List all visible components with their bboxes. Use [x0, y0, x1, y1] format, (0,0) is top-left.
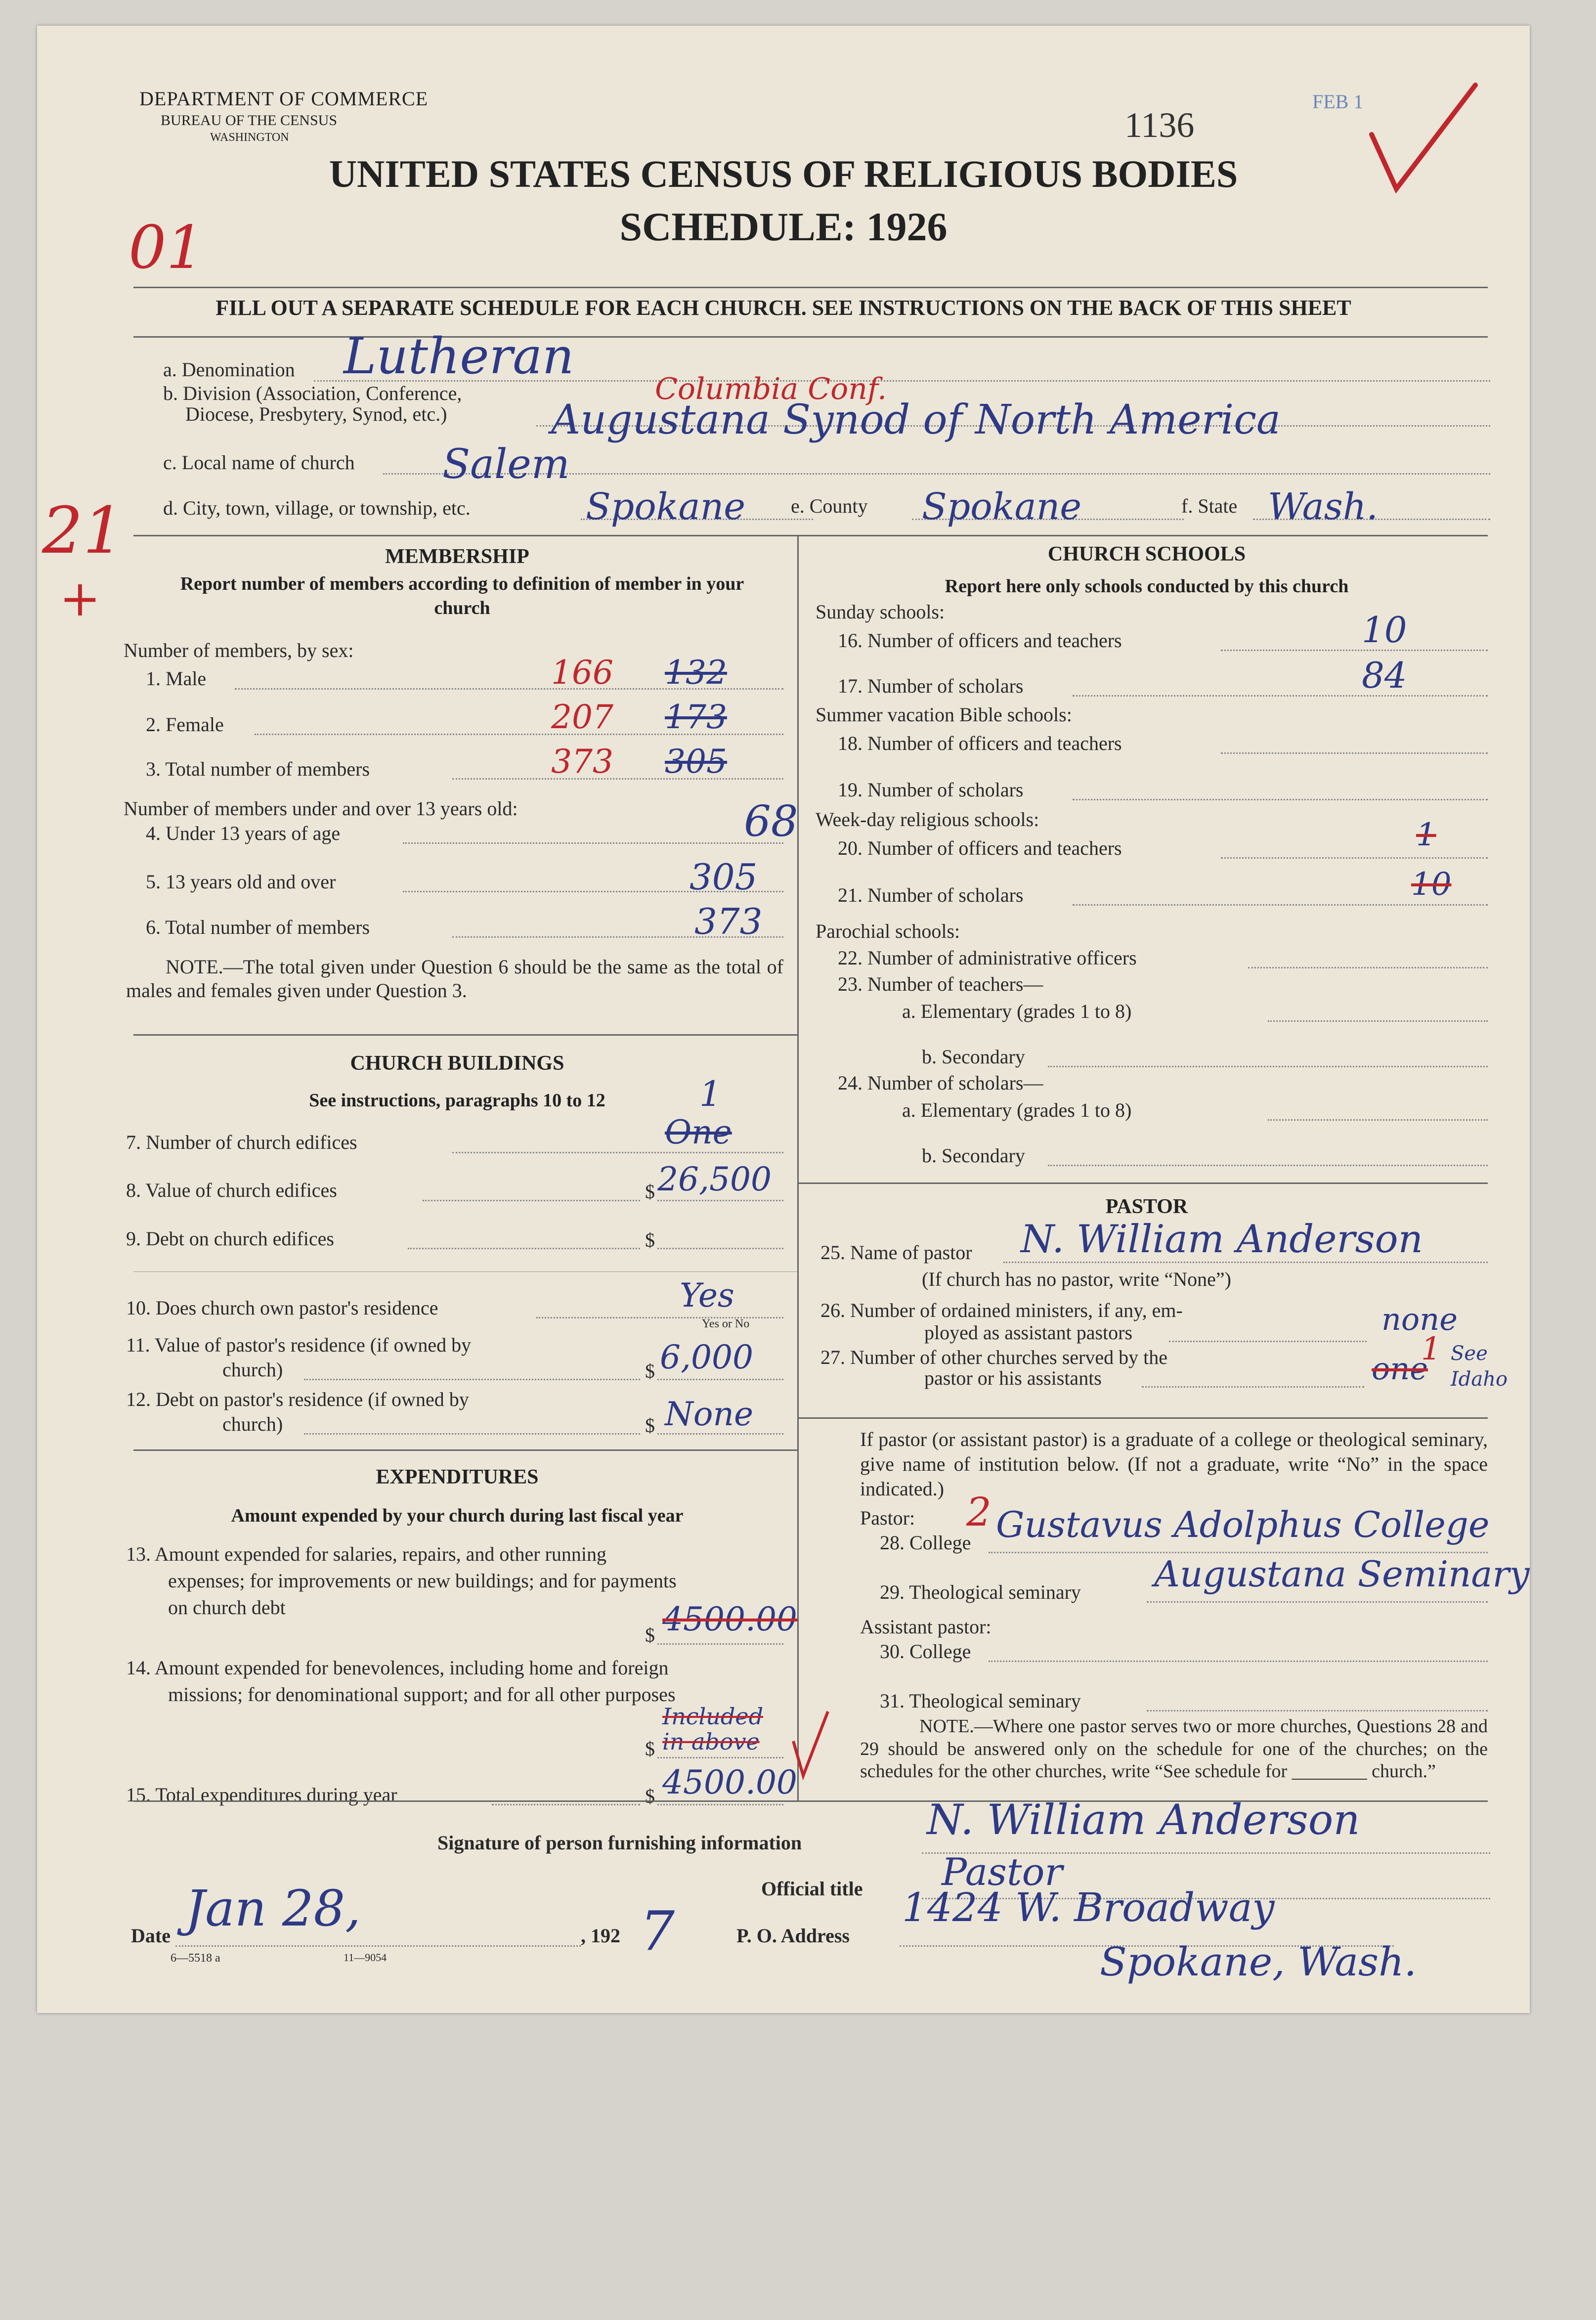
divider — [133, 287, 1488, 288]
membership-heading: MEMBERSHIP — [385, 545, 529, 568]
q11-value: 6,000 — [660, 1338, 753, 1376]
conference-note: Columbia Conf. — [655, 372, 887, 406]
q12-label: 12. Debt on pastor's residence (if owned by — [126, 1388, 469, 1410]
form-number: 6—5518 a — [171, 1952, 220, 1965]
q28-college: Gustavus Adolphus College — [996, 1504, 1490, 1545]
divider — [797, 1182, 1488, 1184]
q1-male-value: 132 — [665, 654, 727, 692]
fill-line — [1169, 1341, 1367, 1342]
q2-label: 2. Female — [146, 713, 224, 736]
q5-label: 5. 13 years old and over — [146, 871, 336, 893]
q23a-label: a. Elementary (grades 1 to 8) — [902, 1000, 1132, 1022]
q9-label: 9. Debt on church edifices — [126, 1227, 334, 1250]
fill-line — [657, 1757, 783, 1758]
state-label: f. State — [1181, 495, 1238, 517]
schools-heading: CHURCH SCHOOLS — [1047, 543, 1246, 566]
fill-line — [657, 1804, 783, 1805]
schools-subheading: Report here only schools conducted by this church — [945, 576, 1349, 597]
signature-value: N. William Anderson — [927, 1795, 1360, 1844]
sunday-schools-label: Sunday schools: — [816, 601, 945, 623]
q10-value: Yes — [680, 1276, 734, 1314]
received-stamp: FEB 1 — [1312, 90, 1364, 113]
assistant-pastor-subheading: Assistant pastor: — [860, 1616, 992, 1638]
fill-line — [1073, 799, 1488, 800]
q24b-label: b. Secondary — [922, 1144, 1025, 1167]
city-value: Spokane — [586, 485, 746, 528]
fill-line — [1221, 752, 1488, 754]
buildings-heading: CHURCH BUILDINGS — [350, 1052, 564, 1075]
year-value: 7 — [640, 1899, 675, 1963]
by-age-label: Number of members under and over 13 years old: — [124, 797, 518, 820]
denomination-label: a. Denomination — [163, 358, 295, 381]
q3-total-value: 305 — [665, 743, 727, 781]
q15-value: 4500.00 — [662, 1763, 797, 1801]
bureau-heading: BUREAU OF THE CENSUS — [161, 112, 337, 129]
q20-label: 20. Number of officers and teachers — [838, 837, 1122, 859]
q7-value: One — [665, 1113, 732, 1151]
q19-label: 19. Number of scholars — [838, 779, 1024, 801]
q27-value: one — [1372, 1351, 1428, 1387]
fill-line — [657, 1643, 783, 1645]
divider — [133, 336, 1488, 338]
fill-line — [1048, 1165, 1488, 1166]
q16-label: 16. Number of officers and teachers — [838, 629, 1122, 652]
pastor-note: NOTE.—Where one pastor serves two or more churches, Questions 28 and 29 should be answered only on the schedule for one of the churches; on the schedules for the other churches, write “See schedule for ________ church.” — [860, 1716, 1488, 1782]
q24a-label: a. Elementary (grades 1 to 8) — [902, 1099, 1132, 1121]
local-name-value: Salem — [442, 441, 570, 488]
q26-value: none — [1381, 1301, 1458, 1337]
fill-line — [1073, 695, 1488, 697]
q14-dollar: $ — [645, 1738, 655, 1760]
fill-line — [423, 1200, 640, 1201]
membership-subheading: Report number of members according to definition of member in your church — [180, 573, 744, 619]
q30-label: 30. College — [880, 1640, 971, 1663]
q13-dollar: $ — [645, 1624, 655, 1646]
expenditures-heading: EXPENDITURES — [376, 1466, 539, 1488]
po-address-line2: Spokane, Wash. — [1100, 1939, 1417, 1985]
q29-label: 29. Theological seminary — [880, 1581, 1081, 1603]
q31-label: 31. Theological seminary — [880, 1690, 1081, 1712]
q14-value: Included in above — [662, 1703, 764, 1755]
q9-dollar: $ — [645, 1229, 655, 1251]
q4-value: 68 — [744, 797, 798, 846]
fill-line — [1248, 967, 1488, 968]
expenditures-subheading: Amount expended by your church during last fiscal year — [231, 1505, 684, 1526]
fill-line — [657, 1248, 783, 1249]
q25-note: (If church has no pastor, write “None”) — [922, 1268, 1231, 1290]
date-value: Jan 28, — [185, 1880, 361, 1937]
q15-dollar: $ — [645, 1785, 655, 1807]
division-label: b. Division (Association, Conference, — [163, 382, 462, 404]
divider — [133, 1449, 797, 1451]
q26-label: 26. Number of ordained ministers, if any, em- — [820, 1299, 1183, 1321]
department-heading: DEPARTMENT OF COMMERCE — [139, 88, 429, 110]
divider — [797, 1417, 1488, 1419]
q13-value: 4500.00 — [662, 1600, 797, 1638]
fill-instruction: FILL OUT A SEPARATE SCHEDULE FOR EACH CHURCH. SEE INSTRUCTIONS ON THE BACK OF THIS SHEET — [216, 296, 1351, 320]
pastor-subheading: Pastor: — [860, 1507, 915, 1529]
q12-value: None — [665, 1395, 754, 1433]
census-schedule-sheet — [37, 26, 1530, 2013]
fill-line — [1142, 1386, 1364, 1388]
q12-dollar: $ — [645, 1414, 655, 1437]
q7-numeral: 1 — [699, 1074, 722, 1114]
by-sex-label: Number of members, by sex: — [124, 639, 354, 661]
column-divider — [797, 535, 799, 1800]
q26-label-2: ployed as assistant pastors — [924, 1321, 1133, 1344]
q28-numeral: 2 — [966, 1489, 992, 1535]
fill-line — [408, 1248, 640, 1249]
city-label: d. City, town, village, or township, etc. — [163, 497, 471, 519]
yes-or-no-hint: Yes or No — [702, 1317, 750, 1330]
fill-line — [452, 778, 783, 780]
q17-label: 17. Number of scholars — [838, 675, 1024, 697]
state-value: Wash. — [1268, 485, 1378, 528]
local-name-label: c. Local name of church — [163, 451, 355, 474]
q25-pastor-name: N. William Anderson — [1021, 1217, 1423, 1262]
weekday-schools-label: Week-day religious schools: — [816, 808, 1039, 831]
fill-line — [1221, 857, 1488, 859]
po-address-line1: 1424 W. Broadway — [902, 1884, 1275, 1930]
fill-line — [657, 1379, 783, 1380]
year-prefix: , 192 — [581, 1925, 620, 1947]
divider — [133, 1271, 797, 1272]
signature-label: Signature of person furnishing information — [437, 1832, 802, 1854]
fill-line — [989, 1661, 1488, 1662]
q20-value: 1 — [1416, 817, 1436, 853]
q17-value: 84 — [1362, 655, 1407, 696]
fill-line — [492, 1804, 640, 1805]
fill-line — [1221, 650, 1488, 651]
q15-label: 15. Total expenditures during year — [126, 1784, 397, 1806]
q22-label: 22. Number of administrative officers — [838, 947, 1137, 969]
membership-note: NOTE.—The total given under Question 6 should be the same as the total of males and females given under Question 3. — [126, 956, 783, 1002]
fill-line — [657, 1433, 783, 1435]
q27-side-note: See Idaho — [1451, 1342, 1508, 1391]
fill-line — [304, 1379, 640, 1380]
q3-label: 3. Total number of members — [146, 758, 370, 780]
q6-value: 373 — [694, 901, 763, 942]
fill-line — [1147, 1710, 1488, 1711]
divider — [133, 1034, 797, 1036]
q25-label: 25. Name of pastor — [820, 1241, 972, 1264]
parochial-schools-label: Parochial schools: — [816, 920, 960, 942]
pastor-heading: PASTOR — [1105, 1195, 1188, 1218]
county-value: Spokane — [922, 485, 1082, 528]
q13-label: 13. Amount expended for salaries, repairs, and other running expenses; for improvements or new buildings; and for payments on church debt — [126, 1543, 677, 1619]
form-title: UNITED STATES CENSUS OF RELIGIOUS BODIES — [329, 152, 1238, 195]
margin-mark-01: 01 — [129, 214, 204, 282]
margin-mark-21: 21 — [42, 493, 124, 568]
official-title-value: Pastor — [942, 1850, 1063, 1894]
denomination-value: Lutheran — [344, 327, 574, 385]
q3-total-red: 373 — [551, 743, 613, 781]
q8-label: 8. Value of church edifices — [126, 1179, 337, 1201]
q8-value: 26,500 — [657, 1160, 772, 1198]
q21-label: 21. Number of scholars — [838, 884, 1024, 906]
po-address-label: P. O. Address — [736, 1925, 850, 1947]
margin-plus-mark: + — [59, 569, 101, 627]
fill-line — [452, 1152, 783, 1153]
q7-label: 7. Number of church edifices — [126, 1131, 357, 1153]
q11-dollar: $ — [645, 1360, 655, 1382]
q10-label: 10. Does church own pastor's residence — [126, 1297, 438, 1319]
q1-label: 1. Male — [146, 667, 207, 690]
graduate-note: If pastor (or assistant pastor) is a graduate of a college or theological seminary, give name of institution below. (If not a graduate, write “No” in the space indicated.) — [860, 1428, 1488, 1500]
q21-value: 10 — [1411, 866, 1452, 903]
fill-line — [1268, 1119, 1488, 1121]
fill-line — [1073, 904, 1488, 906]
city-heading: WASHINGTON — [210, 131, 289, 144]
q23-label: 23. Number of teachers— — [838, 973, 1043, 995]
q24-label: 24. Number of scholars— — [838, 1072, 1043, 1094]
q12-label-2: church) — [222, 1413, 283, 1435]
fill-line — [657, 1200, 783, 1201]
fill-line — [1048, 1066, 1488, 1067]
q28-label: 28. College — [880, 1532, 971, 1554]
division-label-2: Diocese, Presbytery, Synod, etc.) — [185, 403, 447, 425]
q27-label-2: pastor or his assistants — [924, 1367, 1102, 1389]
q11-label-2: church) — [222, 1358, 283, 1381]
q2-female-value: 173 — [665, 698, 727, 736]
q23b-label: b. Secondary — [922, 1046, 1025, 1068]
buildings-subheading: See instructions, paragraphs 10 to 12 — [309, 1090, 605, 1111]
date-label: Date — [131, 1925, 171, 1947]
summer-schools-label: Summer vacation Bible schools: — [816, 703, 1072, 726]
q14-label: 14. Amount expended for benevolences, including home and foreign missions; for denominational support; and for all other purposes — [126, 1657, 676, 1706]
print-number: 11—9054 — [344, 1951, 387, 1964]
q1-male-red: 166 — [551, 654, 613, 692]
official-title-label: Official title — [761, 1878, 863, 1900]
division-value: Augustana Synod of North America — [551, 396, 1281, 443]
schedule-title: SCHEDULE: 1926 — [619, 204, 948, 249]
q11-label: 11. Value of pastor's residence (if owned by — [126, 1334, 472, 1356]
q8-dollar: $ — [645, 1181, 655, 1203]
q2-female-red: 207 — [551, 698, 613, 736]
q4-label: 4. Under 13 years of age — [146, 822, 341, 844]
fill-line — [175, 1945, 581, 1947]
fill-line — [403, 842, 783, 844]
county-label: e. County — [791, 495, 868, 517]
q27-numeral: 1 — [1421, 1331, 1441, 1367]
divider — [133, 535, 1488, 536]
q5-value: 305 — [690, 856, 758, 898]
fill-line — [1003, 1262, 1488, 1263]
fill-line — [304, 1433, 640, 1435]
q6-label: 6. Total number of members — [146, 916, 370, 938]
fill-line — [1268, 1020, 1488, 1022]
fill-line — [1147, 1601, 1488, 1603]
q16-value: 10 — [1362, 609, 1407, 651]
schedule-number: 1136 — [1124, 105, 1195, 145]
q27-label: 27. Number of other churches served by the — [820, 1346, 1167, 1368]
q18-label: 18. Number of officers and teachers — [838, 732, 1122, 754]
q29-seminary: Augustana Seminary — [1154, 1553, 1530, 1595]
